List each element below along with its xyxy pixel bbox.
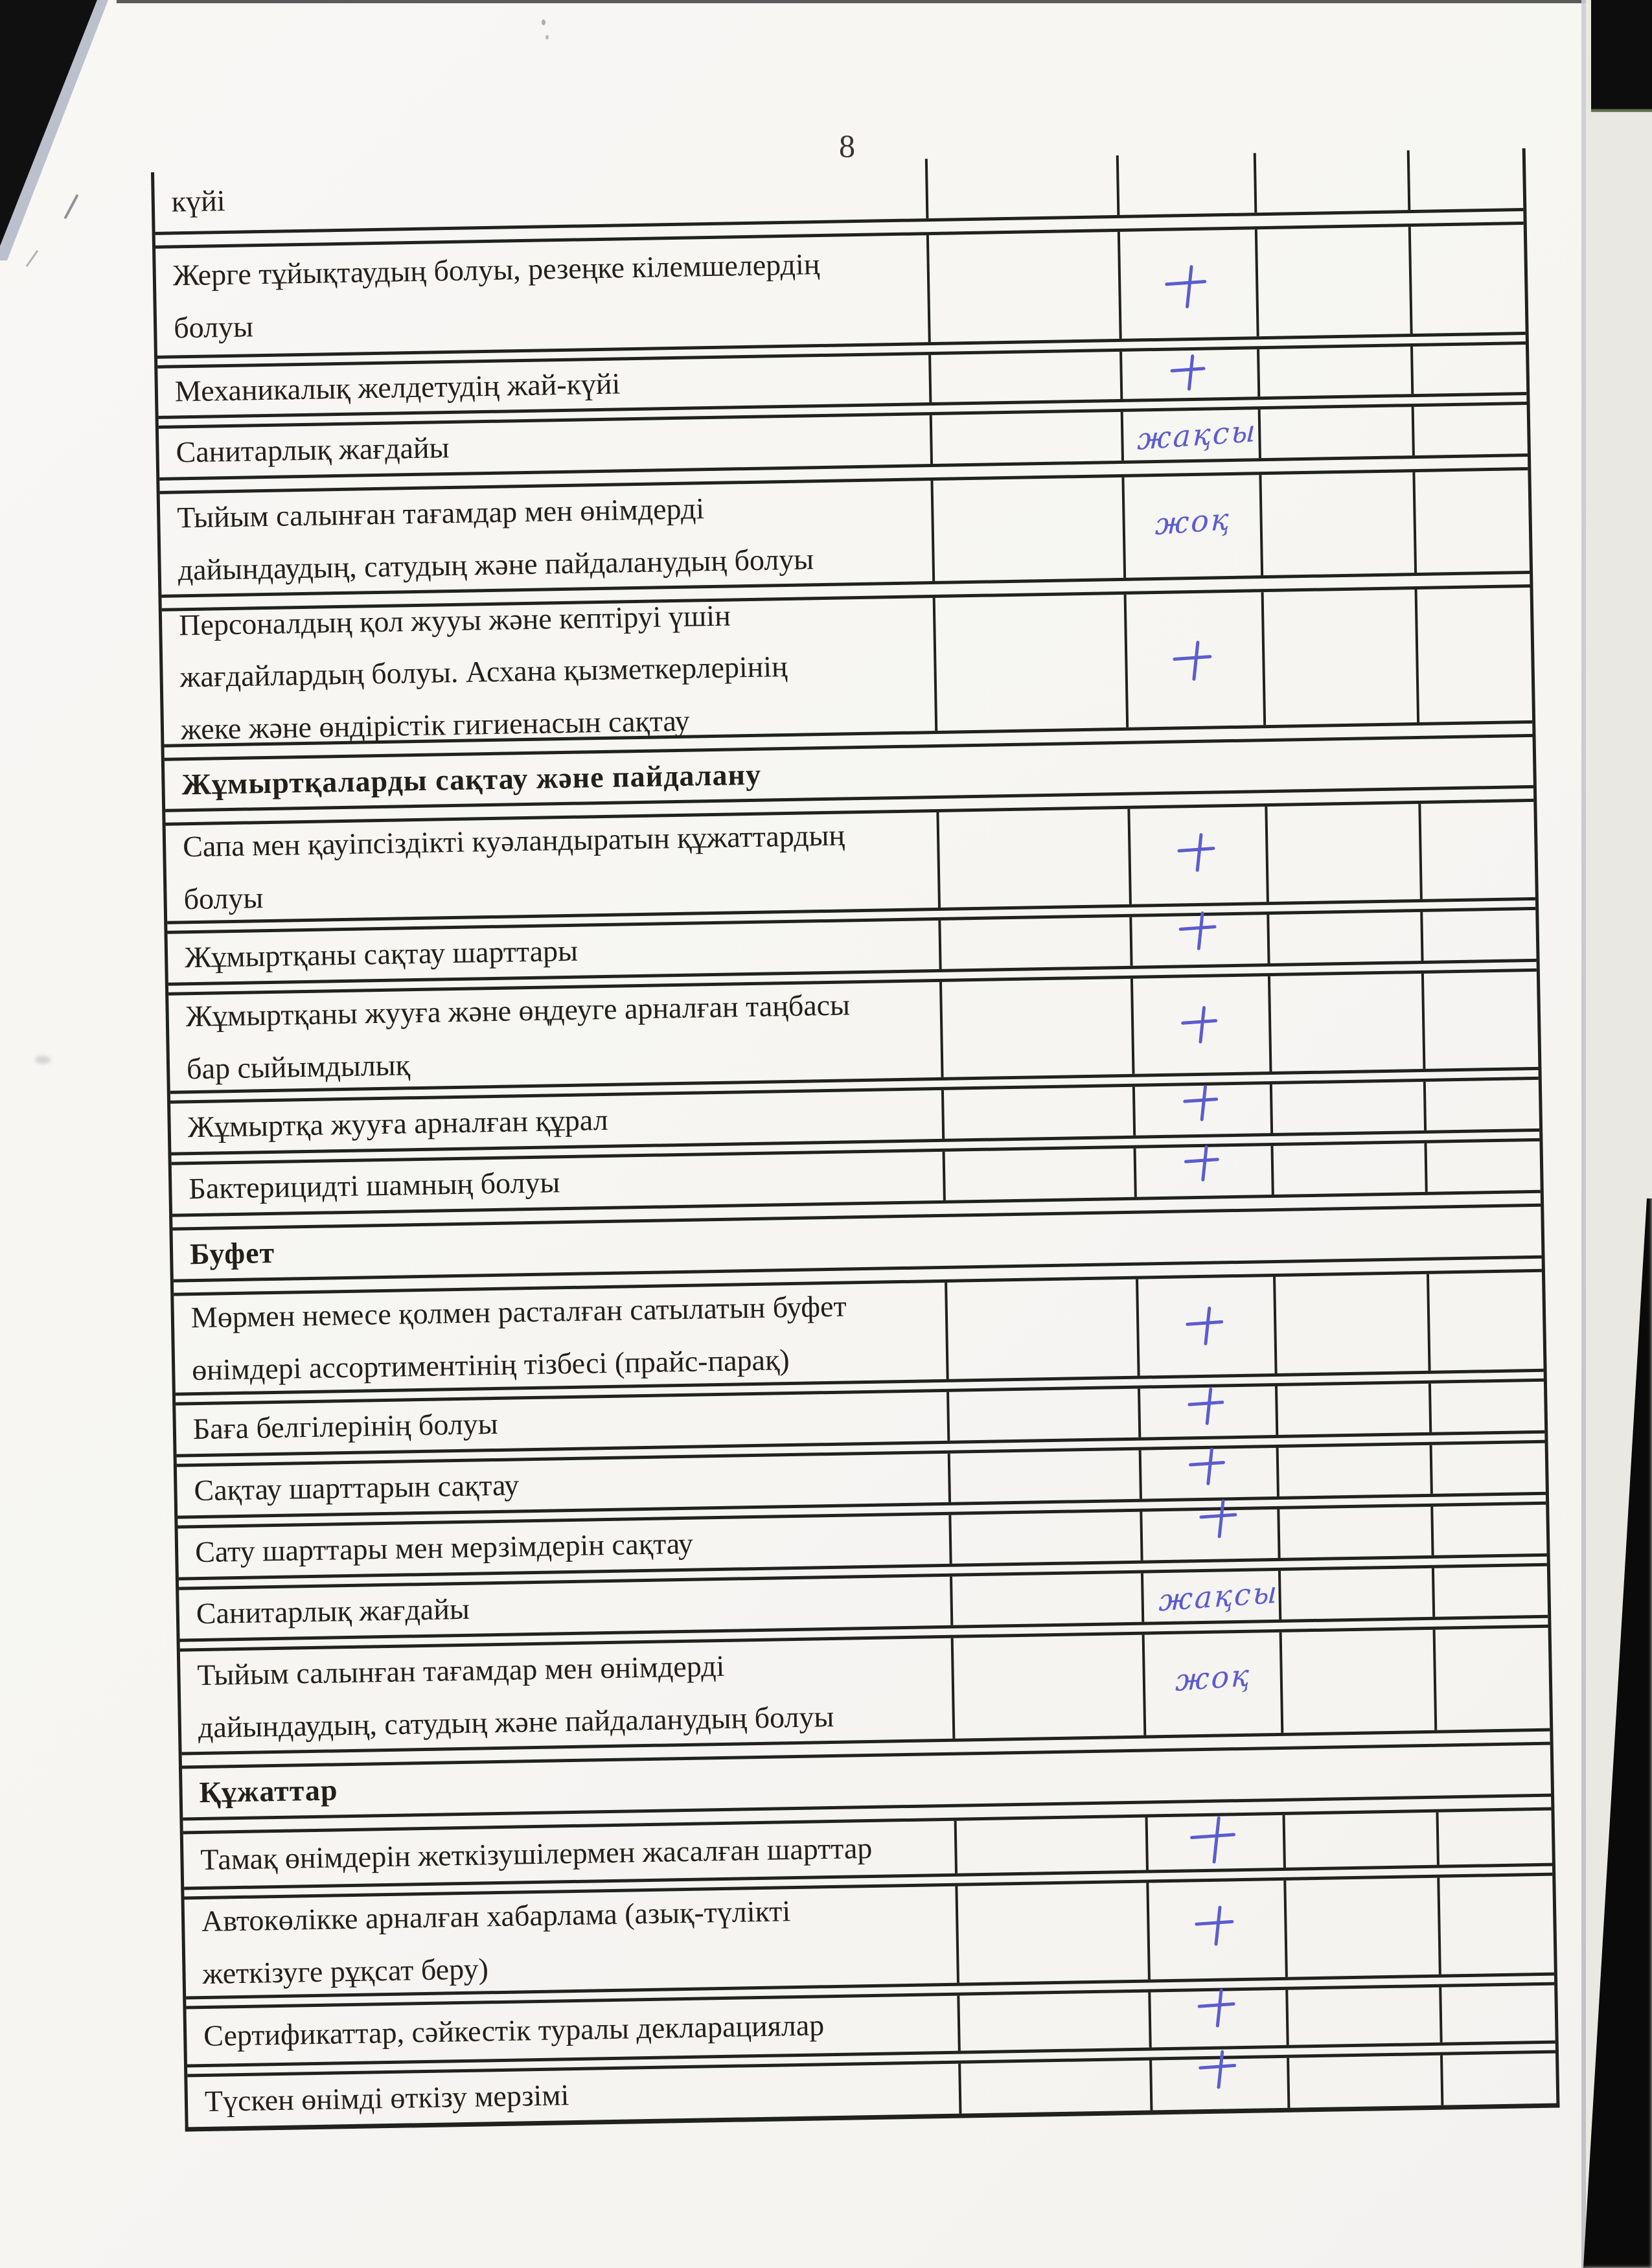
empty-cell xyxy=(1270,1082,1424,1133)
mark-cell xyxy=(1141,1571,1279,1622)
empty-cell xyxy=(1275,1384,1429,1435)
empty-cell xyxy=(1428,1382,1544,1432)
empty-cell xyxy=(951,1635,1144,1739)
empty-cell xyxy=(1420,910,1536,961)
handwritten-plus-mark xyxy=(1191,1447,1228,1484)
empty-cell xyxy=(1283,1878,1439,1977)
empty-cell xyxy=(1412,470,1530,573)
handwritten-plus-mark xyxy=(1167,264,1210,306)
empty-cell xyxy=(1267,912,1421,963)
empty-cell xyxy=(948,1450,1140,1502)
mark-cell xyxy=(1118,229,1257,339)
mark-cell xyxy=(1148,1990,1286,2048)
empty-cell xyxy=(1424,1141,1540,1192)
mark-cell xyxy=(1142,1632,1281,1735)
empty-cell xyxy=(1410,345,1526,394)
handwritten-word: жоқ xyxy=(1175,1656,1252,1698)
row-label: Тыйым салынған тағамдар мен өнімдерді дайындаудың, сатудың және пайдаланудың болуы xyxy=(197,1649,834,1744)
empty-cell xyxy=(925,155,1118,218)
row-label: Тамақ өнімдерін жеткізушілермен жасалған шарттар xyxy=(200,1831,873,1877)
empty-cell xyxy=(1265,804,1420,902)
ink-speck xyxy=(545,35,549,40)
paper-smudge xyxy=(35,1056,51,1064)
empty-cell xyxy=(1418,802,1535,899)
row-label: Сапа мен қауіпсіздікті куәландыратын құжаттардың болуы xyxy=(182,818,845,915)
handwritten-word: жоқ xyxy=(1154,501,1232,542)
mark-cell xyxy=(1145,1815,1283,1870)
empty-cell xyxy=(945,1279,1138,1379)
empty-cell xyxy=(957,1993,1149,2051)
mark-cell xyxy=(1140,1509,1278,1561)
empty-cell xyxy=(928,352,1120,402)
empty-cell xyxy=(946,1389,1138,1441)
empty-cell xyxy=(1427,1272,1544,1371)
row-label: Баға белгілерінің болуы xyxy=(192,1407,499,1446)
empty-cell xyxy=(1254,150,1408,212)
empty-cell xyxy=(1261,590,1417,725)
mark-cell xyxy=(1127,807,1267,904)
scanner-corner-top-right xyxy=(1591,0,1652,110)
table-row xyxy=(162,588,1532,744)
empty-cell xyxy=(1432,1566,1548,1617)
mark-cell xyxy=(1119,349,1257,399)
row-label: Бактерицидті шамның болуы xyxy=(188,1165,560,1206)
mark-cell xyxy=(1132,1084,1270,1136)
row-label-cell xyxy=(168,982,941,1091)
handwritten-plus-mark xyxy=(1189,1387,1226,1424)
empty-cell xyxy=(950,1574,1141,1625)
empty-cell xyxy=(936,809,1129,908)
handwritten-plus-mark xyxy=(1183,1005,1220,1042)
handwritten-plus-mark xyxy=(1175,640,1215,680)
row-label-cell xyxy=(166,812,938,921)
empty-cell xyxy=(930,477,1123,581)
handwritten-word: жақсы xyxy=(1136,413,1258,457)
empty-cell xyxy=(933,595,1127,731)
scanner-corner-fringe xyxy=(1591,109,1652,112)
paper-right-edge-line xyxy=(1581,0,1586,2268)
empty-cell xyxy=(1270,1143,1425,1195)
empty-cell xyxy=(1273,1274,1428,1373)
empty-cell xyxy=(1277,1507,1431,1558)
handwritten-plus-mark xyxy=(1197,1905,1237,1945)
empty-cell xyxy=(1268,974,1423,1071)
empty-cell xyxy=(1279,1630,1435,1733)
empty-cell xyxy=(1440,2054,1556,2105)
mark-cell xyxy=(1129,915,1267,966)
row-label-cell xyxy=(155,235,928,356)
empty-cell xyxy=(1415,588,1533,722)
empty-cell xyxy=(1433,1628,1550,1730)
empty-cell xyxy=(943,1149,1134,1200)
empty-cell xyxy=(1258,407,1412,458)
mark-cell xyxy=(1138,1386,1276,1438)
scanner-top-edge-line xyxy=(117,0,1594,3)
row-label: Жұмыртқаны сақтау шарттары xyxy=(184,934,579,974)
row-label: Мөрмен немесе қолмен расталған сатылатын буфет өнімдері ассортиментінің тізбесі (прайс-парақ) xyxy=(190,1289,847,1386)
mark-cell xyxy=(1121,409,1259,461)
row-label: Персоналдың қол жууы және кептіруі үшін жағдайлардың болуы. Асхана қызметкерлерінің жеке және өндірістік гигиенасын сақтау xyxy=(178,599,788,746)
mark-cell xyxy=(1149,2058,1287,2111)
empty-cell xyxy=(1255,227,1410,336)
row-label: Тыйым салынған тағамдар мен өнімдерді дайындаудың, сатудың және пайдаланудың болуы xyxy=(176,492,814,586)
row-label: Санитарлық жағдайы xyxy=(176,431,450,469)
mark-cell xyxy=(1146,1881,1285,1980)
row-label: Автокөлікке арналған хабарлама (азық-түлікті жеткізуге рұқсат беру) xyxy=(201,1894,791,1990)
empty-cell xyxy=(1278,1568,1432,1620)
row-label: Жерге тұйықтаудың болуы, резеңке кілемшелердің болуы xyxy=(172,247,820,344)
row-label-cell xyxy=(160,481,933,595)
empty-cell xyxy=(1407,148,1524,210)
handwritten-plus-mark xyxy=(1180,911,1219,949)
row-label: Жұмыртқаны жууға және өңдеуге арналған таңбасы бар сыйымдылық xyxy=(185,988,851,1085)
empty-cell xyxy=(1412,405,1528,455)
row-label-cell xyxy=(180,1638,953,1752)
mark-cell xyxy=(1116,153,1255,215)
section-title: Құжаттар xyxy=(199,1773,338,1809)
mark-cell xyxy=(1134,1146,1272,1197)
mark-cell xyxy=(1136,1277,1275,1376)
row-label: Түскен өнімді өткізу мерзімі xyxy=(204,2078,569,2118)
row-label-cell xyxy=(185,1886,957,1997)
handwritten-word: жақсы xyxy=(1158,1574,1280,1618)
empty-cell xyxy=(1436,1811,1552,1865)
empty-cell xyxy=(930,412,1121,464)
handwritten-plus-mark xyxy=(1201,1499,1239,1537)
empty-cell xyxy=(954,1818,1146,1873)
handwritten-plus-mark xyxy=(1185,1084,1221,1120)
empty-cell xyxy=(1285,1987,1440,2045)
empty-cell xyxy=(1430,1443,1546,1494)
row-label: Сақтау шарттарын сақтау xyxy=(194,1468,520,1507)
empty-cell xyxy=(1430,1505,1546,1555)
row-label: Сертификаттар, сәйкестік туралы декларациялар xyxy=(203,2008,825,2053)
ink-speck xyxy=(542,19,545,25)
section-title: Жұмыртқаларды сақтау және пайдалану xyxy=(181,757,762,801)
row-label: күйі xyxy=(171,183,225,218)
empty-cell xyxy=(1259,472,1414,575)
empty-cell xyxy=(1408,225,1526,334)
empty-cell xyxy=(1287,2056,1441,2108)
empty-cell xyxy=(1276,1445,1430,1496)
inspection-table xyxy=(151,148,1559,2132)
mark-cell xyxy=(1121,475,1261,578)
empty-cell xyxy=(1257,347,1411,396)
empty-cell xyxy=(938,917,1130,969)
row-label: Сату шарттары мен мерзімдерін сақтау xyxy=(194,1526,694,1569)
empty-cell xyxy=(958,2061,1150,2114)
empty-cell xyxy=(941,1087,1133,1139)
handwritten-plus-mark xyxy=(1172,354,1208,389)
empty-cell xyxy=(1283,1813,1437,1868)
row-label-cell xyxy=(162,598,935,744)
page-number: 8 xyxy=(839,128,855,164)
mark-cell xyxy=(1139,1448,1277,1499)
handwritten-plus-mark xyxy=(1193,1816,1239,1862)
pencil-mark xyxy=(63,194,78,220)
empty-cell xyxy=(1423,1080,1539,1130)
empty-cell xyxy=(1421,972,1539,1069)
handwritten-plus-mark xyxy=(1187,1306,1226,1344)
empty-cell xyxy=(1437,1876,1554,1975)
handwritten-plus-mark xyxy=(1199,1988,1237,2026)
row-label: Санитарлық жағдайы xyxy=(196,1592,470,1631)
mark-cell xyxy=(1124,592,1264,727)
empty-cell xyxy=(955,1883,1148,1983)
empty-cell xyxy=(939,979,1132,1077)
handwritten-plus-mark xyxy=(1179,832,1217,871)
empty-cell xyxy=(948,1512,1140,1564)
mark-cell xyxy=(1130,976,1270,1074)
section-title: Буфет xyxy=(189,1236,275,1271)
pencil-mark xyxy=(26,250,39,267)
handwritten-plus-mark xyxy=(1200,2050,1239,2088)
empty-cell xyxy=(1439,1986,1555,2043)
row-label-cell xyxy=(174,1283,946,1393)
handwritten-plus-mark xyxy=(1186,1145,1221,1180)
row-label: Механикалық желдетудің жай-күйі xyxy=(174,367,621,408)
row-label: Жұмыртқа жууға арналған құрал xyxy=(187,1103,608,1144)
empty-cell xyxy=(926,232,1119,342)
